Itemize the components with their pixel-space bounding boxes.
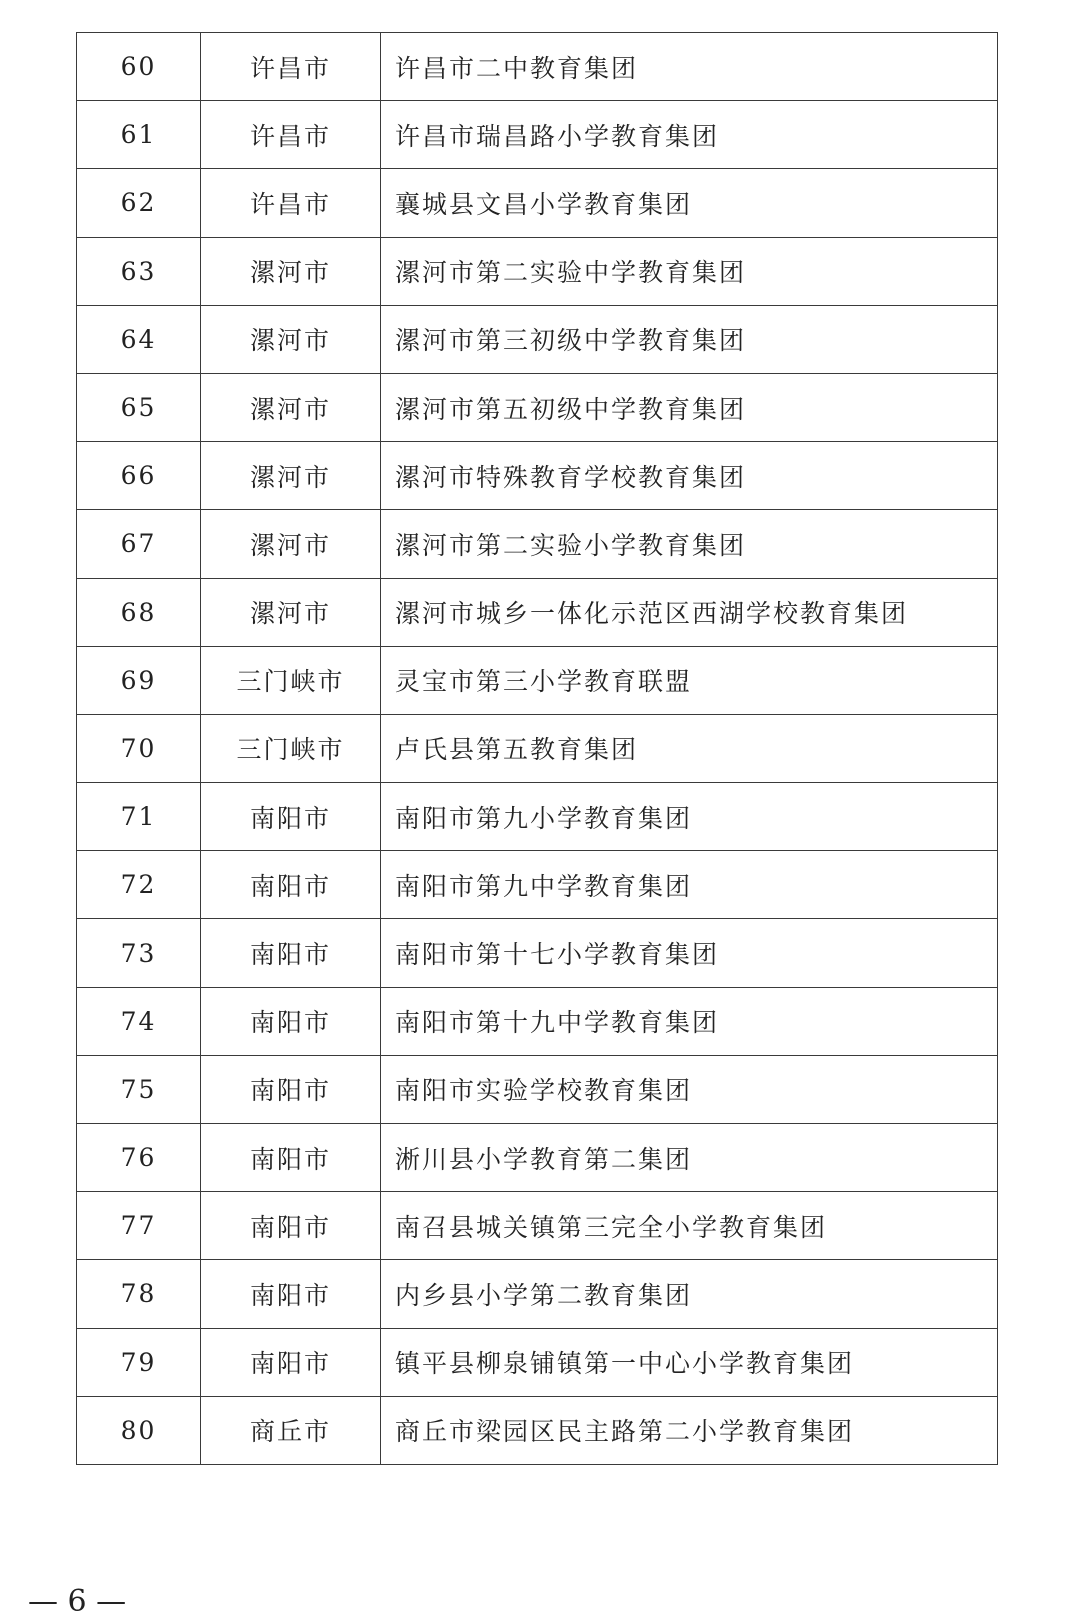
city-cell: 南阳市 [201,1328,381,1396]
table-row [77,1328,998,1396]
table-row [77,510,998,578]
row-number: 69 [77,646,201,714]
table-body [77,33,998,1465]
city-cell: 许昌市 [201,169,381,237]
school-group-table [76,32,998,1465]
city-cell: 南阳市 [201,783,381,851]
city-cell: 许昌市 [201,33,381,101]
group-name-cell: 南阳市实验学校教育集团 [381,1055,998,1123]
table-row [77,237,998,305]
city-cell: 南阳市 [201,1260,381,1328]
group-name-cell: 内乡县小学第二教育集团 [381,1260,998,1328]
group-name-cell: 南阳市第十七小学教育集团 [381,919,998,987]
group-name-cell: 商丘市梁园区民主路第二小学教育集团 [381,1396,998,1464]
table-row [77,1192,998,1260]
city-cell: 南阳市 [201,1055,381,1123]
row-number: 61 [77,101,201,169]
table-row [77,851,998,919]
table-row [77,783,998,851]
row-number: 78 [77,1260,201,1328]
city-cell: 漯河市 [201,442,381,510]
row-number: 74 [77,987,201,1055]
group-name-cell: 卢氏县第五教育集团 [381,714,998,782]
table-row [77,919,998,987]
row-number: 65 [77,373,201,441]
group-name-cell: 襄城县文昌小学教育集团 [381,169,998,237]
row-number: 72 [77,851,201,919]
row-number: 64 [77,305,201,373]
city-cell: 南阳市 [201,851,381,919]
group-name-cell: 漯河市第二实验小学教育集团 [381,510,998,578]
table-row [77,1124,998,1192]
city-cell: 漯河市 [201,510,381,578]
table-row [77,305,998,373]
row-number: 76 [77,1124,201,1192]
city-cell: 商丘市 [201,1396,381,1464]
group-name-cell: 漯河市第二实验中学教育集团 [381,237,998,305]
table-row [77,169,998,237]
row-number: 60 [77,33,201,101]
city-cell: 漯河市 [201,237,381,305]
city-cell: 许昌市 [201,101,381,169]
row-number: 70 [77,714,201,782]
group-name-cell: 淅川县小学教育第二集团 [381,1124,998,1192]
table-row [77,1396,998,1464]
row-number: 79 [77,1328,201,1396]
city-cell: 南阳市 [201,987,381,1055]
group-name-cell: 许昌市瑞昌路小学教育集团 [381,101,998,169]
table-row [77,101,998,169]
table-row [77,646,998,714]
group-name-cell: 灵宝市第三小学教育联盟 [381,646,998,714]
city-cell: 南阳市 [201,1192,381,1260]
row-number: 62 [77,169,201,237]
row-number: 75 [77,1055,201,1123]
group-name-cell: 镇平县柳泉铺镇第一中心小学教育集团 [381,1328,998,1396]
group-name-cell: 漯河市城乡一体化示范区西湖学校教育集团 [381,578,998,646]
city-cell: 三门峡市 [201,714,381,782]
table-row [77,33,998,101]
group-name-cell: 南召县城关镇第三完全小学教育集团 [381,1192,998,1260]
group-name-cell: 漯河市特殊教育学校教育集团 [381,442,998,510]
group-name-cell: 漯河市第三初级中学教育集团 [381,305,998,373]
row-number: 71 [77,783,201,851]
table-row [77,442,998,510]
table-row [77,987,998,1055]
row-number: 68 [77,578,201,646]
city-cell: 漯河市 [201,305,381,373]
row-number: 67 [77,510,201,578]
city-cell: 漯河市 [201,578,381,646]
row-number: 80 [77,1396,201,1464]
table-row [77,1260,998,1328]
row-number: 77 [77,1192,201,1260]
row-number: 73 [77,919,201,987]
city-cell: 漯河市 [201,373,381,441]
table-row [77,578,998,646]
table-row [77,1055,998,1123]
city-cell: 三门峡市 [201,646,381,714]
row-number: 66 [77,442,201,510]
city-cell: 南阳市 [201,919,381,987]
group-name-cell: 南阳市第九中学教育集团 [381,851,998,919]
group-name-cell: 南阳市第十九中学教育集团 [381,987,998,1055]
row-number: 63 [77,237,201,305]
group-name-cell: 许昌市二中教育集团 [381,33,998,101]
page-number: — 6 — [28,1584,127,1619]
table-row [77,714,998,782]
group-name-cell: 漯河市第五初级中学教育集团 [381,373,998,441]
city-cell: 南阳市 [201,1124,381,1192]
table-row [77,373,998,441]
group-name-cell: 南阳市第九小学教育集团 [381,783,998,851]
